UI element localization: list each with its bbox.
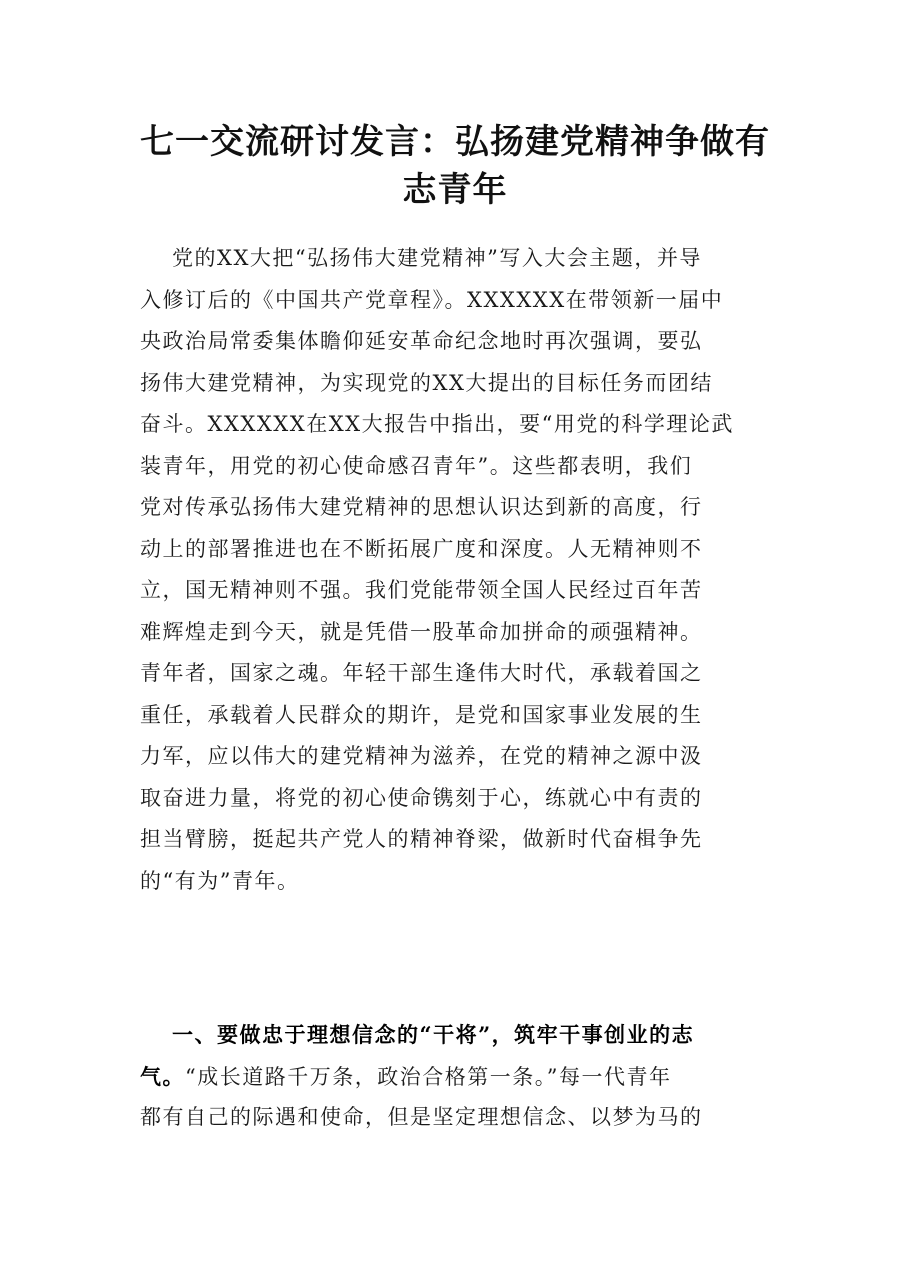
- paragraph-line: 党的XX大把“弘扬伟大建党精神”写入大会主题，并导: [172, 246, 702, 270]
- paragraph-line: 的“有为”青年。: [140, 868, 300, 893]
- title-line: 志青年: [402, 170, 508, 210]
- paragraph-line: 力军，应以伟大的建党精神为滋养，在党的精神之源中汲: [140, 744, 703, 768]
- document-title: [140, 118, 770, 214]
- title-line: 七一交流研讨发言：弘扬建党精神争做有: [140, 122, 770, 162]
- section-heading-end: 气。: [140, 1063, 185, 1089]
- paragraph-line: 青年者，国家之魂。年轻干部生逢伟大时代，承载着国之: [140, 661, 703, 685]
- paragraph-line: 动上的部署推进也在不断拓展广度和深度。人无精神则不: [140, 536, 703, 561]
- section-heading: 一、要做忠于理想信念的“干将”，筑牢干事创业的志: [172, 1022, 695, 1047]
- paragraph-line: 都有自己的际遇和使命，但是坚定理想信念、以梦为马的: [140, 1105, 703, 1129]
- section-text: “成长道路千万条，政治合格第一条。”每一代青年: [185, 1064, 672, 1089]
- paragraph-line: 入修订后的《中国共产党章程》。XXXXXX在带领新一届中: [140, 287, 724, 312]
- paragraph-line: [140, 1056, 772, 1098]
- paragraph-line: 央政治局常委集体瞻仰延安革命纪念地时再次强调，要弘: [140, 329, 703, 353]
- paragraph-line: 难辉煌走到今天，就是凭借一股革命加拼命的顽强精神。: [140, 619, 703, 644]
- paragraph-line: 党对传承弘扬伟大建党精神的思想认识达到新的高度，行: [140, 495, 703, 519]
- paragraph-line: 奋斗。XXXXXX在XX大报告中指出，要“用党的科学理论武: [140, 412, 734, 436]
- paragraph-line: 扬伟大建党精神，为实现党的XX大提出的目标任务而团结: [140, 370, 713, 395]
- intro-paragraph: [140, 238, 772, 902]
- paragraph-line: 装青年，用党的初心使命感召青年”。这些都表明，我们: [140, 453, 693, 478]
- section-one-paragraph: [140, 1014, 772, 1139]
- paragraph-line: 重任，承载着人民群众的期许，是党和国家事业发展的生: [140, 702, 703, 727]
- paragraph-line: 立，国无精神则不强。我们党能带领全国人民经过百年苦: [140, 578, 703, 602]
- paragraph-line: 担当臂膀，挺起共产党人的精神脊梁，做新时代奋楫争先: [140, 827, 703, 851]
- paragraph-line: 取奋进力量，将党的初心使命镌刻于心，练就心中有责的: [140, 785, 703, 810]
